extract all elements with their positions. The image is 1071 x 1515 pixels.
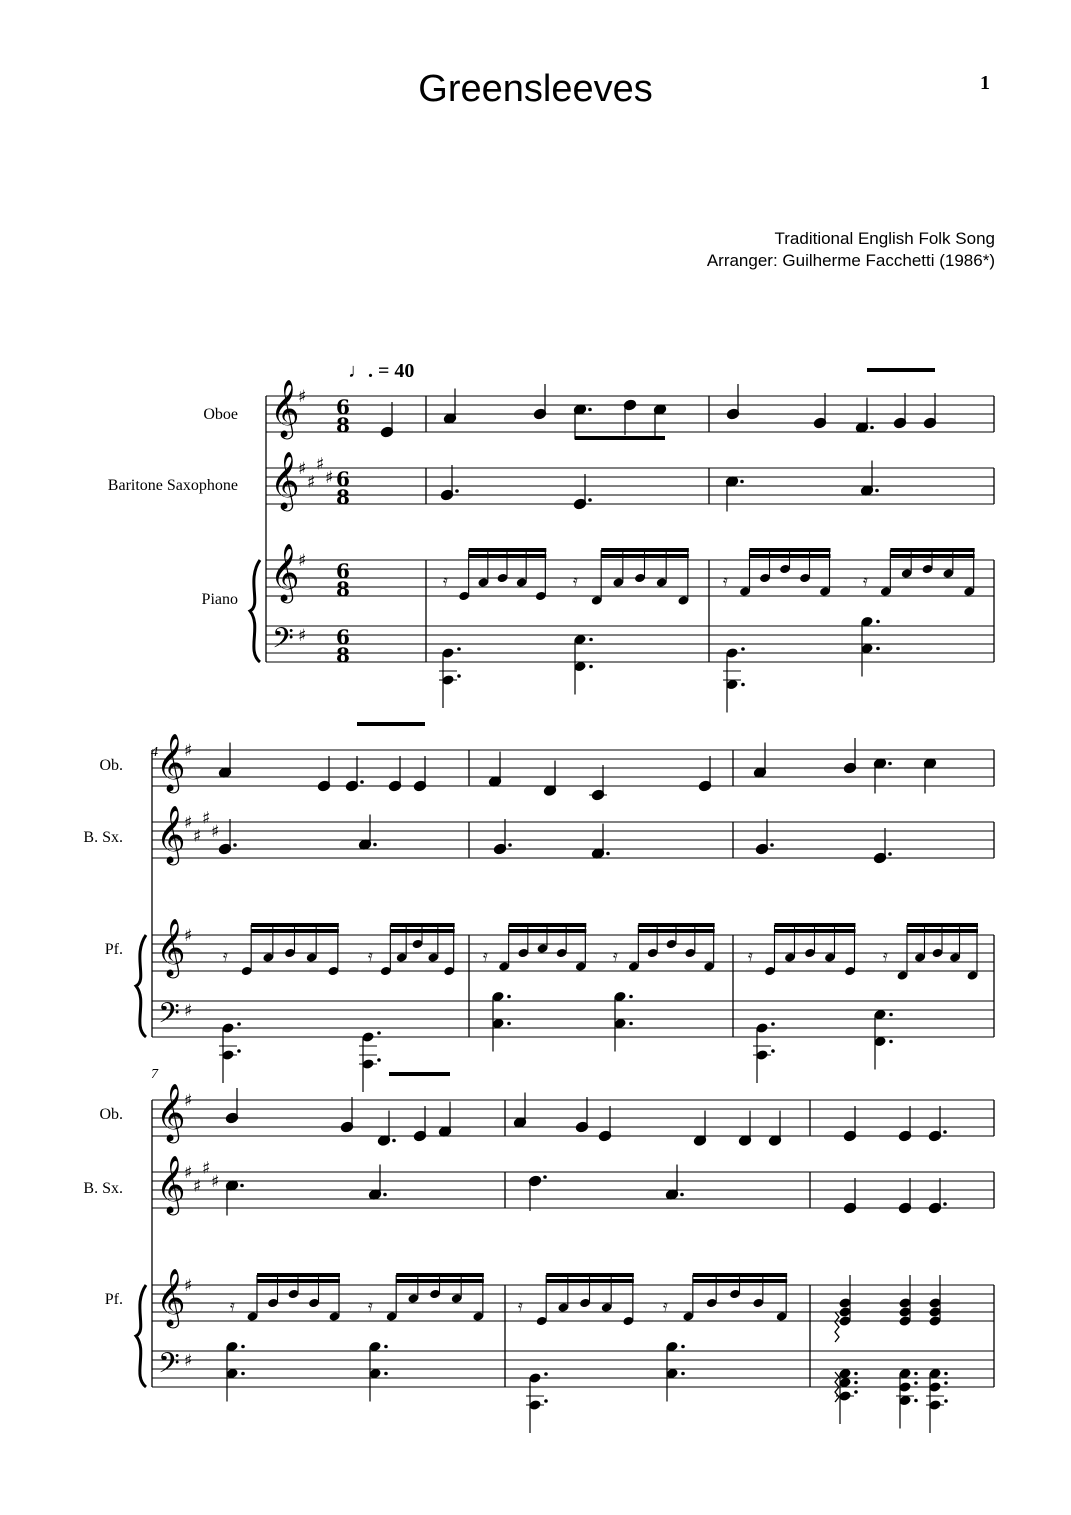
beam <box>575 436 665 440</box>
dot <box>377 1058 381 1062</box>
treble-clef-icon: 𝄞 <box>156 733 186 791</box>
beam <box>509 929 587 933</box>
instrument-name-oboe-short: Ob. <box>99 757 123 774</box>
dot <box>457 674 461 678</box>
sixteenth-rest-icon: 𝄿 <box>368 946 373 965</box>
dot <box>589 638 593 642</box>
beam <box>601 548 689 552</box>
sharp-icon: ♯ <box>316 454 325 475</box>
arranger-credit: Arranger: Guilherme Facchetti (1986*) <box>706 251 995 270</box>
dot <box>943 1202 947 1206</box>
dot <box>943 1130 947 1134</box>
sharp-icon: ♯ <box>325 468 334 488</box>
treble-clef-icon: 𝄞 <box>270 543 300 601</box>
dot <box>681 1345 685 1349</box>
treble-clef-icon: 𝄞 <box>156 1083 186 1141</box>
treble-clef-icon: 𝄞 <box>156 1155 186 1213</box>
dot <box>680 1193 684 1197</box>
treble-clef-icon: 𝄞 <box>156 1268 186 1326</box>
dot <box>854 1372 858 1376</box>
beam <box>390 929 454 933</box>
beam <box>775 929 856 933</box>
dot <box>854 1390 858 1394</box>
arpeggio-icon <box>835 1312 839 1342</box>
score-title: Greensleeves <box>418 68 653 110</box>
sixteenth-rest-icon: 𝄿 <box>443 571 448 590</box>
dot <box>914 1399 918 1403</box>
sharp-icon: ♯ <box>184 813 193 833</box>
dot <box>875 489 879 493</box>
sharp-icon: ♯ <box>211 1172 220 1192</box>
treble-clef-icon: 𝄞 <box>156 805 186 863</box>
sharp-icon: ♯ <box>184 741 193 761</box>
dot <box>507 995 511 999</box>
time-signature-denominator: 8 <box>336 643 350 667</box>
dot <box>457 647 461 651</box>
beam <box>469 548 547 552</box>
beam <box>890 554 974 558</box>
sharp-icon: ♯ <box>184 1351 193 1371</box>
sixteenth-rest-icon: 𝄿 <box>368 1296 373 1315</box>
sixteenth-rest-icon: 𝄿 <box>483 946 488 965</box>
time-signature-numerator: 6 <box>336 395 350 419</box>
dot <box>771 1049 775 1053</box>
time-signature-numerator: 6 <box>336 625 350 649</box>
sixteenth-rest-icon: 𝄿 <box>230 1296 235 1315</box>
instrument-name-piano-short: Pf. <box>104 1291 123 1308</box>
instrument-name-piano-short: Pf. <box>104 941 123 958</box>
dot <box>944 1372 948 1376</box>
dot <box>237 1049 241 1053</box>
sharp-icon: ♯ <box>298 626 307 646</box>
dot <box>360 780 364 784</box>
sixteenth-rest-icon: 𝄿 <box>518 1296 523 1315</box>
dot <box>373 843 377 847</box>
beam <box>509 923 587 927</box>
dot <box>944 1381 948 1385</box>
instrument-name-bari-sax: Baritone Saxophone <box>107 477 238 494</box>
beam <box>890 548 974 552</box>
beam <box>638 923 714 927</box>
sharp-icon: ♯ <box>184 1091 193 1111</box>
beam <box>907 923 978 927</box>
beam <box>693 1273 787 1277</box>
instrument-name-oboe-short: Ob. <box>99 1106 123 1123</box>
tempo-marking: ♩. = 40 <box>348 360 415 382</box>
beam <box>546 1273 634 1277</box>
dot <box>237 1022 241 1026</box>
dot <box>384 1372 388 1376</box>
dot <box>681 1372 685 1376</box>
beam <box>396 1273 484 1277</box>
dot <box>888 762 892 766</box>
dot <box>629 1022 633 1026</box>
dot <box>241 1345 245 1349</box>
sharp-icon: ♯ <box>193 826 202 847</box>
sixteenth-rest-icon: 𝄿 <box>863 571 868 590</box>
dot <box>508 843 512 847</box>
beam <box>546 1279 634 1283</box>
dot <box>589 665 593 669</box>
beam <box>750 548 831 552</box>
time-signature-denominator: 8 <box>336 577 350 601</box>
instrument-name-bari-sax-short: B. Sx. <box>83 1180 123 1197</box>
dot <box>889 1040 893 1044</box>
dot <box>629 995 633 999</box>
dot <box>914 1372 918 1376</box>
piano-brace <box>136 935 146 1037</box>
instrument-name-piano: Piano <box>201 591 238 608</box>
page-number: 1 <box>980 72 990 94</box>
sixteenth-rest-icon: 𝄿 <box>723 571 728 590</box>
dot <box>876 647 880 651</box>
sixteenth-rest-icon: 𝄿 <box>748 946 753 965</box>
dot <box>876 620 880 624</box>
sharp-icon: ♯ <box>202 808 211 829</box>
sixteenth-rest-icon: 𝄿 <box>883 946 888 965</box>
time-signature-denominator: 8 <box>336 413 350 437</box>
beam <box>601 554 689 558</box>
dot <box>606 852 610 856</box>
beam <box>251 923 339 927</box>
dot <box>588 498 592 502</box>
beam <box>867 368 935 372</box>
dot <box>914 1381 918 1385</box>
dot <box>384 1345 388 1349</box>
beam <box>469 554 547 558</box>
dot <box>544 1372 548 1376</box>
dot <box>241 1372 245 1376</box>
bass-clef-icon: 𝄢 <box>158 1347 180 1387</box>
sixteenth-rest-icon: 𝄿 <box>663 1296 668 1315</box>
sharp-icon: ♯ <box>184 926 193 946</box>
sixteenth-rest-icon: 𝄿 <box>573 571 578 590</box>
beam <box>638 929 714 933</box>
dot <box>543 1175 547 1179</box>
dot <box>740 480 744 484</box>
composer-credit: Traditional English Folk Song <box>774 229 995 248</box>
time-signature-numerator: 6 <box>336 467 350 491</box>
beam <box>907 929 978 933</box>
dot <box>944 1399 948 1403</box>
instrument-name-bari-sax-short: B. Sx. <box>83 829 123 846</box>
piano-brace <box>136 1285 146 1387</box>
treble-clef-icon: 𝄞 <box>270 379 300 437</box>
beam <box>390 923 454 927</box>
dot <box>870 426 874 430</box>
sharp-icon: ♯ <box>298 551 307 571</box>
sixteenth-rest-icon: 𝄿 <box>223 946 228 965</box>
dot <box>588 408 592 412</box>
measure-number: 7 <box>151 1067 158 1082</box>
sharp-icon: ♯ <box>184 1001 193 1021</box>
dot <box>741 647 745 651</box>
measure-number: 4 <box>151 745 158 760</box>
treble-clef-icon: 𝄞 <box>156 918 186 976</box>
dot <box>771 1022 775 1026</box>
beam <box>389 1072 450 1076</box>
dot <box>377 1031 381 1035</box>
dot <box>544 1399 548 1403</box>
dot <box>455 489 459 493</box>
bass-clef-icon: 𝄢 <box>272 622 294 662</box>
time-signature-denominator: 8 <box>336 485 350 509</box>
beam <box>257 1279 340 1283</box>
beam <box>251 929 339 933</box>
beam <box>775 923 856 927</box>
dot <box>507 1022 511 1026</box>
sharp-icon: ♯ <box>307 472 316 493</box>
sharp-icon: ♯ <box>184 1276 193 1296</box>
sixteenth-rest-icon: 𝄿 <box>613 946 618 965</box>
dot <box>240 1184 244 1188</box>
dot <box>233 843 237 847</box>
sharp-icon: ♯ <box>193 1176 202 1197</box>
dot <box>888 852 892 856</box>
sharp-icon: ♯ <box>202 1158 211 1179</box>
dot <box>383 1193 387 1197</box>
time-signature-numerator: 6 <box>336 559 350 583</box>
dot <box>392 1139 396 1143</box>
sharp-icon: ♯ <box>298 459 307 479</box>
sharp-icon: ♯ <box>298 387 307 407</box>
bass-clef-icon: 𝄢 <box>158 997 180 1037</box>
beam <box>357 722 425 726</box>
piano-brace <box>250 560 260 662</box>
beam <box>750 554 831 558</box>
dot <box>854 1381 858 1385</box>
sharp-icon: ♯ <box>184 1163 193 1183</box>
beam <box>257 1273 340 1277</box>
dot <box>741 683 745 687</box>
beam <box>693 1279 787 1283</box>
beam <box>396 1279 484 1283</box>
instrument-name-oboe: Oboe <box>203 406 238 423</box>
dot <box>770 843 774 847</box>
sharp-icon: ♯ <box>211 822 220 842</box>
dot <box>889 1013 893 1017</box>
treble-clef-icon: 𝄞 <box>270 451 300 509</box>
